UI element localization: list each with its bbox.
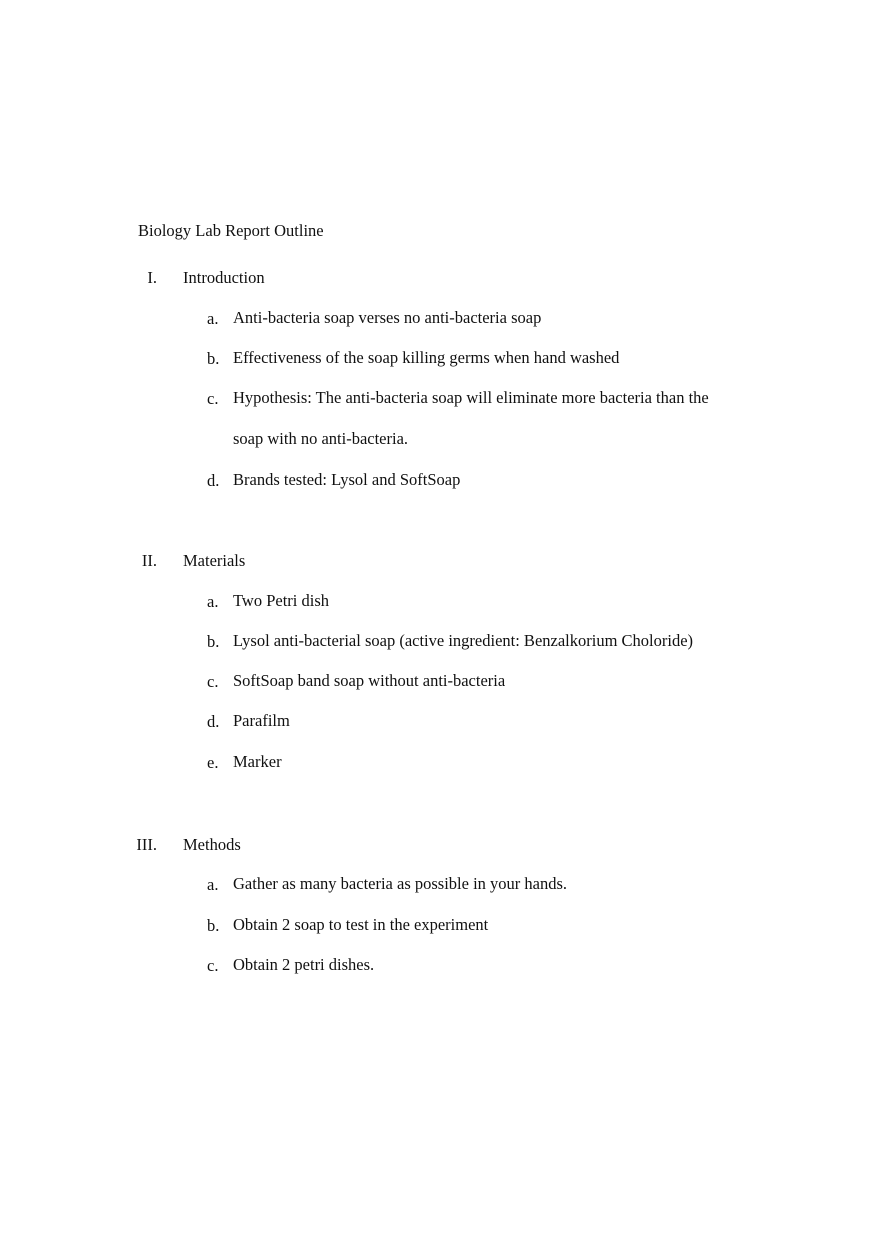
item-letter: d. — [207, 712, 220, 731]
item-text: Parafilm — [233, 711, 290, 730]
section-numeral: II. — [141, 551, 157, 570]
item-text: Lysol anti-bacterial soap (active ingredient: Benzalkorium Choloride) — [233, 631, 694, 650]
item-text: SoftSoap band soap without anti-bacteria — [233, 671, 506, 690]
item-text: Hypothesis: The anti-bacteria soap will eliminate more bacteria than the soap with no anti-bacteria. — [233, 388, 709, 448]
section-numeral: III. — [136, 835, 157, 854]
item-letter: e. — [207, 753, 219, 772]
item-letter: c. — [207, 956, 219, 975]
item-text: Brands tested: Lysol and SoftSoap — [233, 470, 461, 489]
item-letter: b. — [207, 632, 220, 651]
item-letter: b. — [207, 916, 220, 935]
item-text: Marker — [233, 752, 282, 771]
item-letter: d. — [207, 471, 220, 490]
item-text: Gather as many bacteria as possible in your hands. — [233, 874, 568, 893]
item-letter: a. — [207, 309, 219, 328]
document-title: Biology Lab Report Outline — [138, 221, 324, 240]
item-text: Obtain 2 petri dishes. — [233, 955, 375, 974]
section-heading: Introduction — [183, 268, 265, 287]
item-letter: a. — [207, 875, 219, 894]
item-letter: a. — [207, 592, 219, 611]
item-text: Two Petri dish — [233, 591, 330, 610]
item-letter: c. — [207, 672, 219, 691]
section-numeral: I. — [147, 268, 157, 287]
item-letter: b. — [207, 349, 220, 368]
item-letter: c. — [207, 389, 219, 408]
item-text: Effectiveness of the soap killing germs when hand washed — [233, 348, 620, 367]
section-heading: Methods — [183, 835, 241, 854]
item-text: Obtain 2 soap to test in the experiment — [233, 915, 489, 934]
item-text: Anti-bacteria soap verses no anti-bacteria soap — [233, 308, 542, 327]
section-heading: Materials — [183, 551, 246, 570]
